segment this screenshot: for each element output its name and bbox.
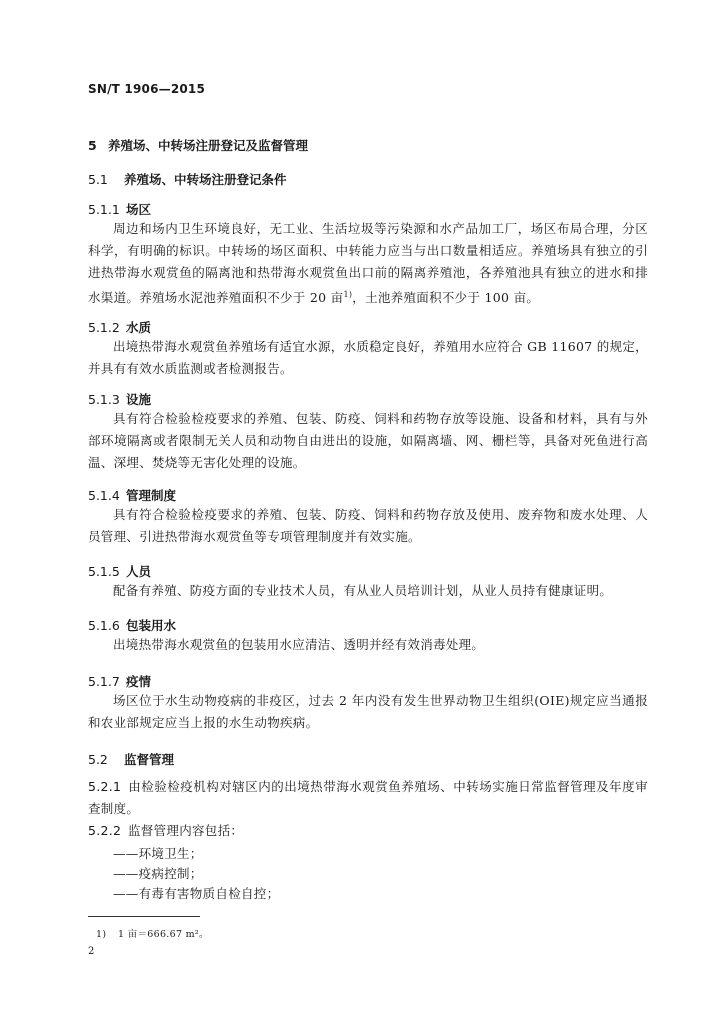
footnote-separator <box>88 916 200 917</box>
clause-5-2-2 <box>88 820 648 842</box>
section-number: 5.1.4 <box>88 488 120 503</box>
section-title: 水质 <box>126 320 152 335</box>
section-title: 疫情 <box>126 674 152 689</box>
clause-number: 5.2.2 <box>88 823 122 838</box>
clause-text: 由检验检疫机构对辖区内的出境热带海水观赏鱼养殖场、中转场实施日常监督管理及年度审查制度。 <box>88 779 648 816</box>
section-title: 设施 <box>126 392 152 407</box>
section-5-1-6-heading <box>88 616 176 634</box>
section-number: 5 <box>88 138 97 153</box>
section-5-1-1-heading <box>88 200 151 218</box>
page-number: 2 <box>88 946 95 957</box>
footnote-text: 1 亩＝666.67 m²。 <box>118 929 209 940</box>
section-number: 5.1.2 <box>88 320 120 335</box>
section-title: 养殖场、中转场注册登记条件 <box>124 172 287 187</box>
footnote-number: 1) <box>96 929 107 940</box>
section-5-1-6-paragraph: 出境热带海水观赏鱼的包装用水应清洁、透明并经有效消毒处理。 <box>113 637 485 652</box>
section-title: 管理制度 <box>126 488 177 503</box>
section-5-1-3-heading <box>88 390 151 408</box>
clause-number: 5.2.1 <box>88 779 122 794</box>
section-title: 场区 <box>126 202 152 217</box>
section-number: 5.1.1 <box>88 202 120 217</box>
list-item: ——有毒有害物质自检自控； <box>113 886 280 901</box>
section-number: 5.1.5 <box>88 564 120 579</box>
section-number: 5.2 <box>88 752 108 767</box>
section-5-1-4-paragraph: 具有符合检验检疫要求的养殖、包装、防疫、饲料和药物存放及使用、废弃物和废水处理、人员管理、引进热带海水观赏鱼等专项管理制度并有效实施。 <box>88 507 648 544</box>
clause-5-2-1 <box>88 776 648 820</box>
clause-text: 监督管理内容包括： <box>128 823 244 838</box>
section-5-1-4-heading <box>88 486 176 504</box>
paragraph-text-continued: ，土池养殖面积不少于 100 亩。 <box>352 290 540 306</box>
section-title: 养殖场、中转场注册登记及监督管理 <box>108 138 309 153</box>
section-5-1-5-heading <box>88 562 151 580</box>
section-5-2-heading <box>88 750 174 768</box>
section-number: 5.1.3 <box>88 392 120 407</box>
section-title: 人员 <box>126 564 152 579</box>
section-5-1-7-heading <box>88 672 151 690</box>
section-5-heading <box>88 136 308 154</box>
paragraph-text: 周边和场内卫生环境良好，无工业、生活垃圾等污染源和水产品加工厂，场区布局合理，分区科学，有明确的标识。中转场的场区面积、中转能力应当与出口数量相适应。养殖场具有独立的引进热带海水观赏鱼的隔离池和热带海水观赏鱼出口前的隔离养殖池，各养殖池具有独立的进水和排水渠道。养殖场水泥池养殖面积不少于 20 亩 <box>88 221 648 306</box>
section-number: 5.1 <box>88 172 108 187</box>
list-item: ——环境卫生； <box>113 846 203 861</box>
section-5-1-2-heading <box>88 318 151 336</box>
section-5-1-heading <box>88 170 287 188</box>
section-5-1-2-paragraph: 出境热带海水观赏鱼养殖场有适宜水源，水质稳定良好，养殖用水应符合 GB 11607 的规定，并具有有效水质监测或者检测报告。 <box>88 339 648 376</box>
list-item: ——疫病控制； <box>113 866 203 881</box>
footnote <box>96 926 209 940</box>
footnote-reference: 1) <box>343 290 353 299</box>
section-title: 包装用水 <box>126 618 177 633</box>
section-5-1-5-paragraph: 配备有养殖、防疫方面的专业技术人员，有从业人员培训计划，从业人员持有健康证明。 <box>113 583 613 598</box>
section-number: 5.1.6 <box>88 618 120 633</box>
section-number: 5.1.7 <box>88 674 120 689</box>
standard-code: SN/T 1906—2015 <box>88 82 206 96</box>
section-title: 监督管理 <box>124 752 175 767</box>
section-5-1-3-paragraph: 具有符合检验检疫要求的养殖、包装、防疫、饲料和药物存放等设施、设备和材料，具有与外部环境隔离或者限制无关人员和动物自由进出的设施，如隔离墙、网、栅栏等，具备对死鱼进行高温、深埋、焚烧等无害化处理的设施。 <box>88 411 648 470</box>
section-5-1-1-paragraph <box>88 218 648 309</box>
section-5-1-7-paragraph: 场区位于水生动物疫病的非疫区，过去 2 年内没有发生世界动物卫生组织(OIE)规定应当通报和农业部规定应当上报的水生动物疾病。 <box>88 693 648 730</box>
